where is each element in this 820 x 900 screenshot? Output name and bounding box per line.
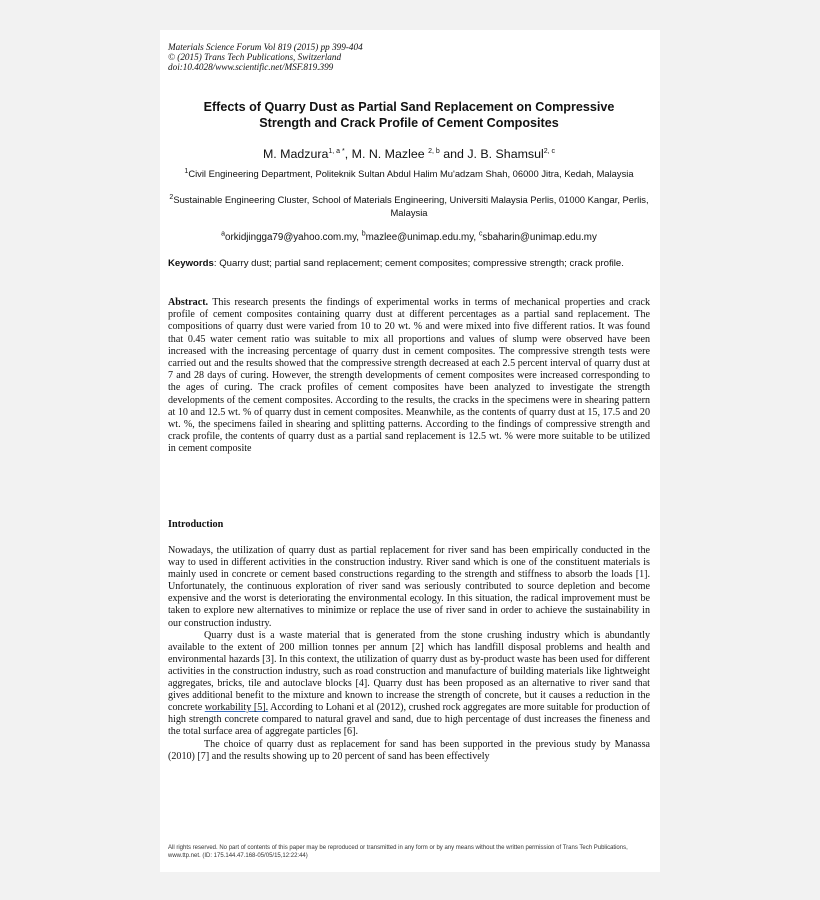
intro-paragraph-2-end: According to Lohani et al (2012), crushed rock aggregates are more suitable for production of high strength concrete compared to natural gravel and sand, due to high percentage of dust increases the fineness and the total surface area of aggregate particles [6].	[168, 702, 650, 738]
paper-title	[168, 99, 650, 131]
introduction-body	[168, 545, 650, 763]
title-line-1: Effects of Quarry Dust as Partial Sand Replacement on Compressive	[203, 100, 615, 114]
introduction-heading: Introduction	[168, 519, 224, 530]
author-1-name: M. Madzura	[262, 147, 329, 161]
affiliation-1	[168, 168, 650, 181]
reference-link[interactable]: workability [5].	[204, 702, 269, 714]
abstract-label: Abstract.	[168, 297, 209, 308]
email-3: sbaharin@unimap.edu.my	[482, 232, 597, 243]
author-3-name: J. B. Shamsul	[467, 147, 544, 161]
affiliation-2	[168, 194, 650, 219]
abstract-text: This research presents the findings of experimental works in terms of mechanical properties and crack profile of cement composites containing quarry dust at different percentages as a partial sand replacement. The compositions of quarry dust were varied from 10 to 20 wt. % and were mixed into five different ratios. It was found that 0.45 water cement ratio was suitable to mix all proportions and values of slump were observed have been increased with the increasing percentage of quarry dust in cement composites. The compressive strength tests were carried out and the results showed that the compressive strength decreased at each 2.5 percent interval of quarry dust at 7 and 28 days of curing. However, the strength developments of cement composites were increased corresponding to the ages of curing. The crack profiles of cement composites have been analyzed to investigate the strength developments of the cement composites. According to the results, the cracks in the specimens were in shearing pattern at 10 and 12.5 wt. % of quarry dust in cement composites. Meanwhile, as the contents of quarry dust at 15, 17.5 and 20 wt. %, the specimens failed in shearing and splitting patterns. According to the findings of compressive strength and crack profile, the contents of quarry dust as a partial sand replacement is 12.5 wt. % were more suitable to be utilized in cement composite	[168, 297, 650, 455]
author-1-marker: 1, a *	[328, 147, 345, 155]
copyright-footer: All rights reserved. No part of contents of this paper may be reproduced or transmitted in any form or by any means without the written permission of Trans Tech Publications, www.ttp.net. (ID: 175.144.47.168-05/05/15,12:22:44)	[168, 845, 628, 859]
intro-paragraph-2	[168, 630, 650, 739]
affiliation-1-marker: 1	[184, 167, 189, 175]
email-1: orkidjingga79@yahoo.com.my,	[225, 232, 362, 243]
affiliation-1-text: Civil Engineering Department, Politeknik Sultan Abdul Halim Mu'adzam Shah, 06000 Jitra, Kedah, Malaysia	[188, 168, 634, 179]
intro-paragraph-2-start: Quarry dust is a waste material that is generated from the stone crushing industry which is abundantly available to the extent of 200 million tonnes per annum [2] which has landfill disposal problems and health and environmental hazards [3]. In this context, the utilization of quarry dust as by-product waste has been used for different activities in the construction industry, such as road construction and manufacture of building materials like lightweight aggregates, bricks, tile and autoclave blocks [4]. Quarry dust has been proposed as an alternative to river sand that gives additional benefit to the mixture and known to increase the strength of concrete, but it causes a reduction in the concrete	[168, 629, 650, 714]
doi-line: doi:10.4028/www.scientific.net/MSF.819.399	[168, 62, 334, 72]
journal-header	[168, 42, 648, 72]
journal-citation: Materials Science Forum Vol 819 (2015) pp 399-404	[168, 42, 363, 52]
intro-paragraph-3: The choice of quarry dust as replacement for sand has been supported in the previous study by Manassa (2010) [7] and the results showing up to 20 percent of sand has been effectively	[168, 738, 650, 762]
author-3-marker: 2, c	[543, 147, 556, 155]
intro-paragraph-1: Nowadays, the utilization of quarry dust as partial replacement for river sand has been empirically conducted in the way to used in different activities in the construction industry. River sand which is one of the constituent materials is mainly used in concrete or cement based constructions regarding to the strength and stiffness to absorb the loads [1]. Unfortunately, the continuous exploration of river sand was seriously contributed to source depletion and become expensive and the worst is deteriorating the environmental ecology. In this situation, the radical improvement must be taken to explore new alternatives to minimize or replace the use of river sand in order to achieve the sustainability in our construction industry.	[168, 545, 650, 629]
email-2: mazlee@unimap.edu.my,	[365, 232, 479, 243]
title-line-2: Strength and Crack Profile of Cement Composites	[259, 116, 559, 130]
author-emails	[168, 232, 650, 244]
email-3-marker: c	[478, 230, 483, 238]
affiliation-2-text: Sustainable Engineering Cluster, School of Materials Engineering, Universiti Malaysia Perlis, 01000 Kangar, Perlis, Malaysia	[173, 194, 649, 218]
email-1-marker: a	[221, 230, 226, 238]
author-2-marker: 2, b	[428, 147, 440, 155]
affiliation-2-marker: 2	[169, 193, 174, 201]
author-list	[168, 146, 650, 162]
author-separator: ,	[344, 147, 352, 161]
copyright-line: © (2015) Trans Tech Publications, Switzerland	[168, 52, 342, 62]
keywords-section	[168, 258, 650, 271]
keywords-label: Keywords	[168, 258, 214, 269]
author-2-name: M. N. Mazlee	[351, 147, 429, 161]
author-separator: and	[439, 147, 468, 161]
email-2-marker: b	[361, 230, 366, 238]
abstract-section	[168, 297, 650, 456]
keywords-text: : Quarry dust; partial sand replacement; cement composites; compressive strength; crack profile.	[213, 258, 624, 269]
